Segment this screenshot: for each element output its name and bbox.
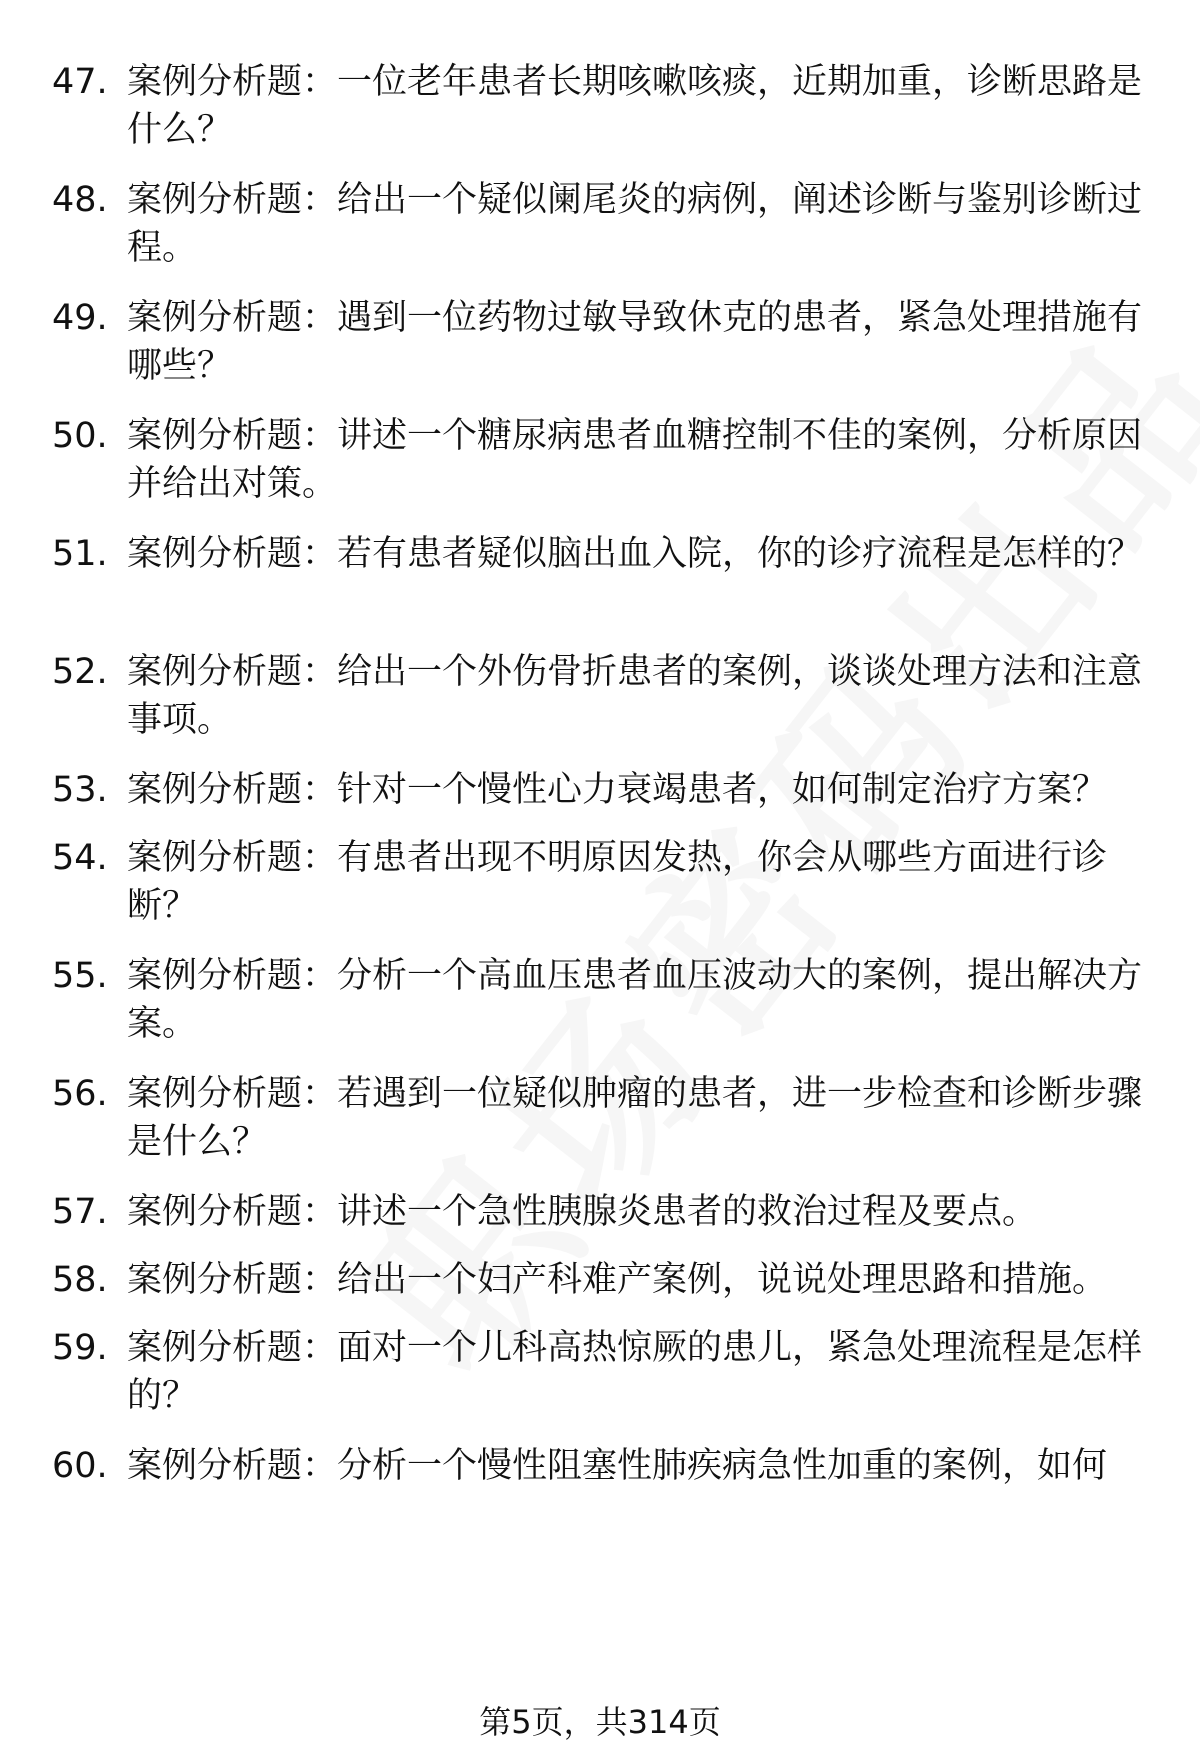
question-text: 案例分析题：分析一个慢性阻塞性肺疾病急性加重的案例，如何 <box>127 1446 1108 1486</box>
question-text: 案例分析题：分析一个高血压患者血压波动大的案例，提出解决方案。 <box>127 956 1143 1044</box>
question-text: 案例分析题：给出一个外伤骨折患者的案例，谈谈处理方法和注意事项。 <box>127 652 1143 740</box>
question-text: 案例分析题：若遇到一位疑似肿瘤的患者，进一步检查和诊断步骤是什么？ <box>127 1074 1143 1162</box>
question-number: 51. <box>52 534 108 574</box>
question-number: 55. <box>52 956 108 996</box>
question-number: 54. <box>52 838 108 878</box>
question-text: 案例分析题：讲述一个急性胰腺炎患者的救治过程及要点。 <box>127 1192 1038 1232</box>
question-text: 案例分析题：面对一个儿科高热惊厥的患儿，紧急处理流程是怎样的？ <box>127 1328 1143 1416</box>
question-number: 58. <box>52 1260 108 1300</box>
question-number: 53. <box>52 770 108 810</box>
question-text: 案例分析题：给出一个妇产科难产案例，说说处理思路和措施。 <box>127 1260 1108 1300</box>
question-text: 案例分析题：给出一个疑似阑尾炎的病例，阐述诊断与鉴别诊断过程。 <box>127 180 1143 268</box>
question-number: 59. <box>52 1328 108 1368</box>
question-number: 50. <box>52 416 108 456</box>
question-number: 47. <box>52 62 108 102</box>
page-footer: 第5页，共314页 <box>479 1703 721 1741</box>
question-text: 案例分析题：讲述一个糖尿病患者血糖控制不佳的案例，分析原因并给出对策。 <box>127 416 1143 504</box>
question-number: 56. <box>52 1074 108 1114</box>
question-text: 案例分析题：有患者出现不明原因发热，你会从哪些方面进行诊断？ <box>127 838 1108 926</box>
question-text: 案例分析题：遇到一位药物过敏导致休克的患者，紧急处理措施有哪些？ <box>127 298 1143 386</box>
question-text: 案例分析题：一位老年患者长期咳嗽咳痰，近期加重，诊断思路是什么？ <box>127 62 1143 150</box>
question-number: 57. <box>52 1192 108 1232</box>
question-text: 案例分析题：针对一个慢性心力衰竭患者，如何制定治疗方案？ <box>127 770 1108 810</box>
question-number: 52. <box>52 652 108 692</box>
question-number: 60. <box>52 1446 108 1486</box>
question-number: 49. <box>52 298 108 338</box>
question-text: 案例分析题：若有患者疑似脑出血入院，你的诊疗流程是怎样的？ <box>127 534 1143 574</box>
question-number: 48. <box>52 180 108 220</box>
